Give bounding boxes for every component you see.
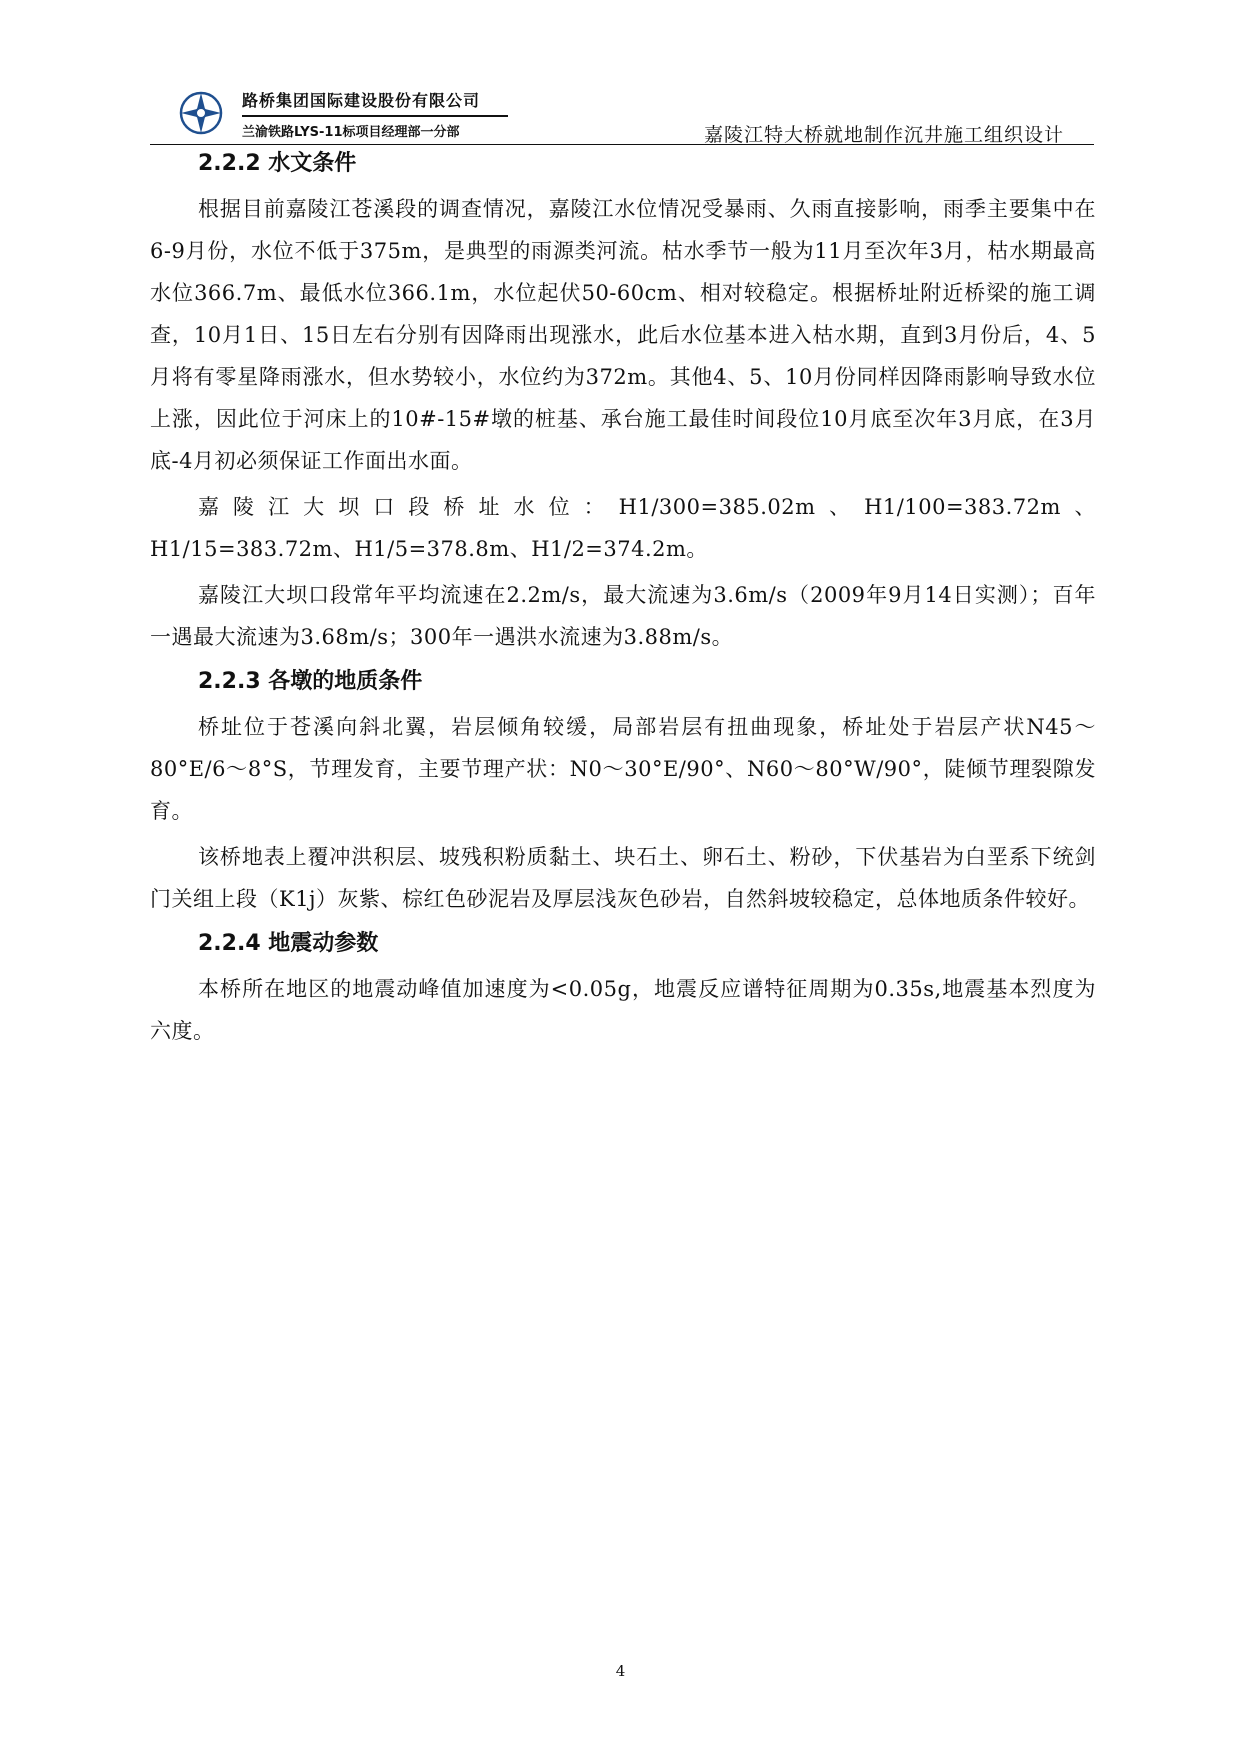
document-title: 嘉陵江特大桥就地制作沉井施工组织设计 (703, 124, 1064, 146)
document-body (150, 140, 1096, 1052)
company-divider (242, 115, 508, 117)
page-header (150, 78, 1094, 146)
company-logo-icon (178, 90, 224, 136)
hydrology-paragraph: 根据目前嘉陵江苍溪段的调查情况，嘉陵江水位情况受暴雨、久雨直接影响，雨季主要集中在6-9月份，水位不低于375m，是典型的雨源类河流。枯水季节一般为11月至次年3月，枯水期最高水位366.7m、最低水位366.1m，水位起伏50-60cm、相对较稳定。根据桥址附近桥梁的施工调查，10月1日、15日左右分别有因降雨出现涨水，此后水位基本进入枯水期，直到3月份后，4、5月将有零星降雨涨水，但水势较小，水位约为372m。其他4、5、10月份同样因降雨影响导致水位上涨，因此位于河床上的10#-15#墩的桩基、承台施工最佳时间段位10月底至次年3月底，在3月底-4月初必须保证工作面出水面。 (150, 197, 1096, 473)
department-name: 兰渝铁路LYS-11标项目经理部一分部 (242, 125, 460, 140)
section-heading-seismic: 2.2.4 地震动参数 (198, 931, 379, 956)
water-level-paragraph: 嘉陵江大坝口段桥址水位：H1/300=385.02m、H1/100=383.72m、H1/15=383.72m、H1/5=378.8m、H1/2=374.2m。 (150, 495, 1096, 561)
page-number: 4 (615, 1662, 626, 1680)
company-name: 路桥集团国际建设股份有限公司 (242, 91, 481, 110)
flow-velocity-paragraph: 嘉陵江大坝口段常年平均流速在2.2m/s，最大流速为3.6m/s（2009年9月14日实测）；百年一遇最大流速为3.68m/s；300年一遇洪水流速为3.88m/s。 (150, 583, 1096, 649)
section-heading-geology: 2.2.3 各墩的地质条件 (198, 669, 423, 694)
seismic-paragraph: 本桥所在地区的地震动峰值加速度为<0.05g，地震反应谱特征周期为0.35s,地震基本烈度为六度。 (150, 977, 1096, 1043)
geology-paragraph-1: 桥址位于苍溪向斜北翼，岩层倾角较缓，局部岩层有扭曲现象，桥址处于岩层产状N45～80°E/6～8°S，节理发育，主要节理产状：N0～30°E/90°、N60～80°W/90°，陡倾节理裂隙发育。 (150, 715, 1096, 823)
company-block (242, 88, 508, 140)
geology-paragraph-2: 该桥地表上覆冲洪积层、坡残积粉质黏土、块石土、卵石土、粉砂，下伏基岩为白垩系下统剑门关组上段（K1j）灰紫、棕红色砂泥岩及厚层浅灰色砂岩，自然斜坡较稳定，总体地质条件较好。 (150, 845, 1096, 911)
section-heading-hydrology: 2.2.2 水文条件 (198, 151, 357, 176)
